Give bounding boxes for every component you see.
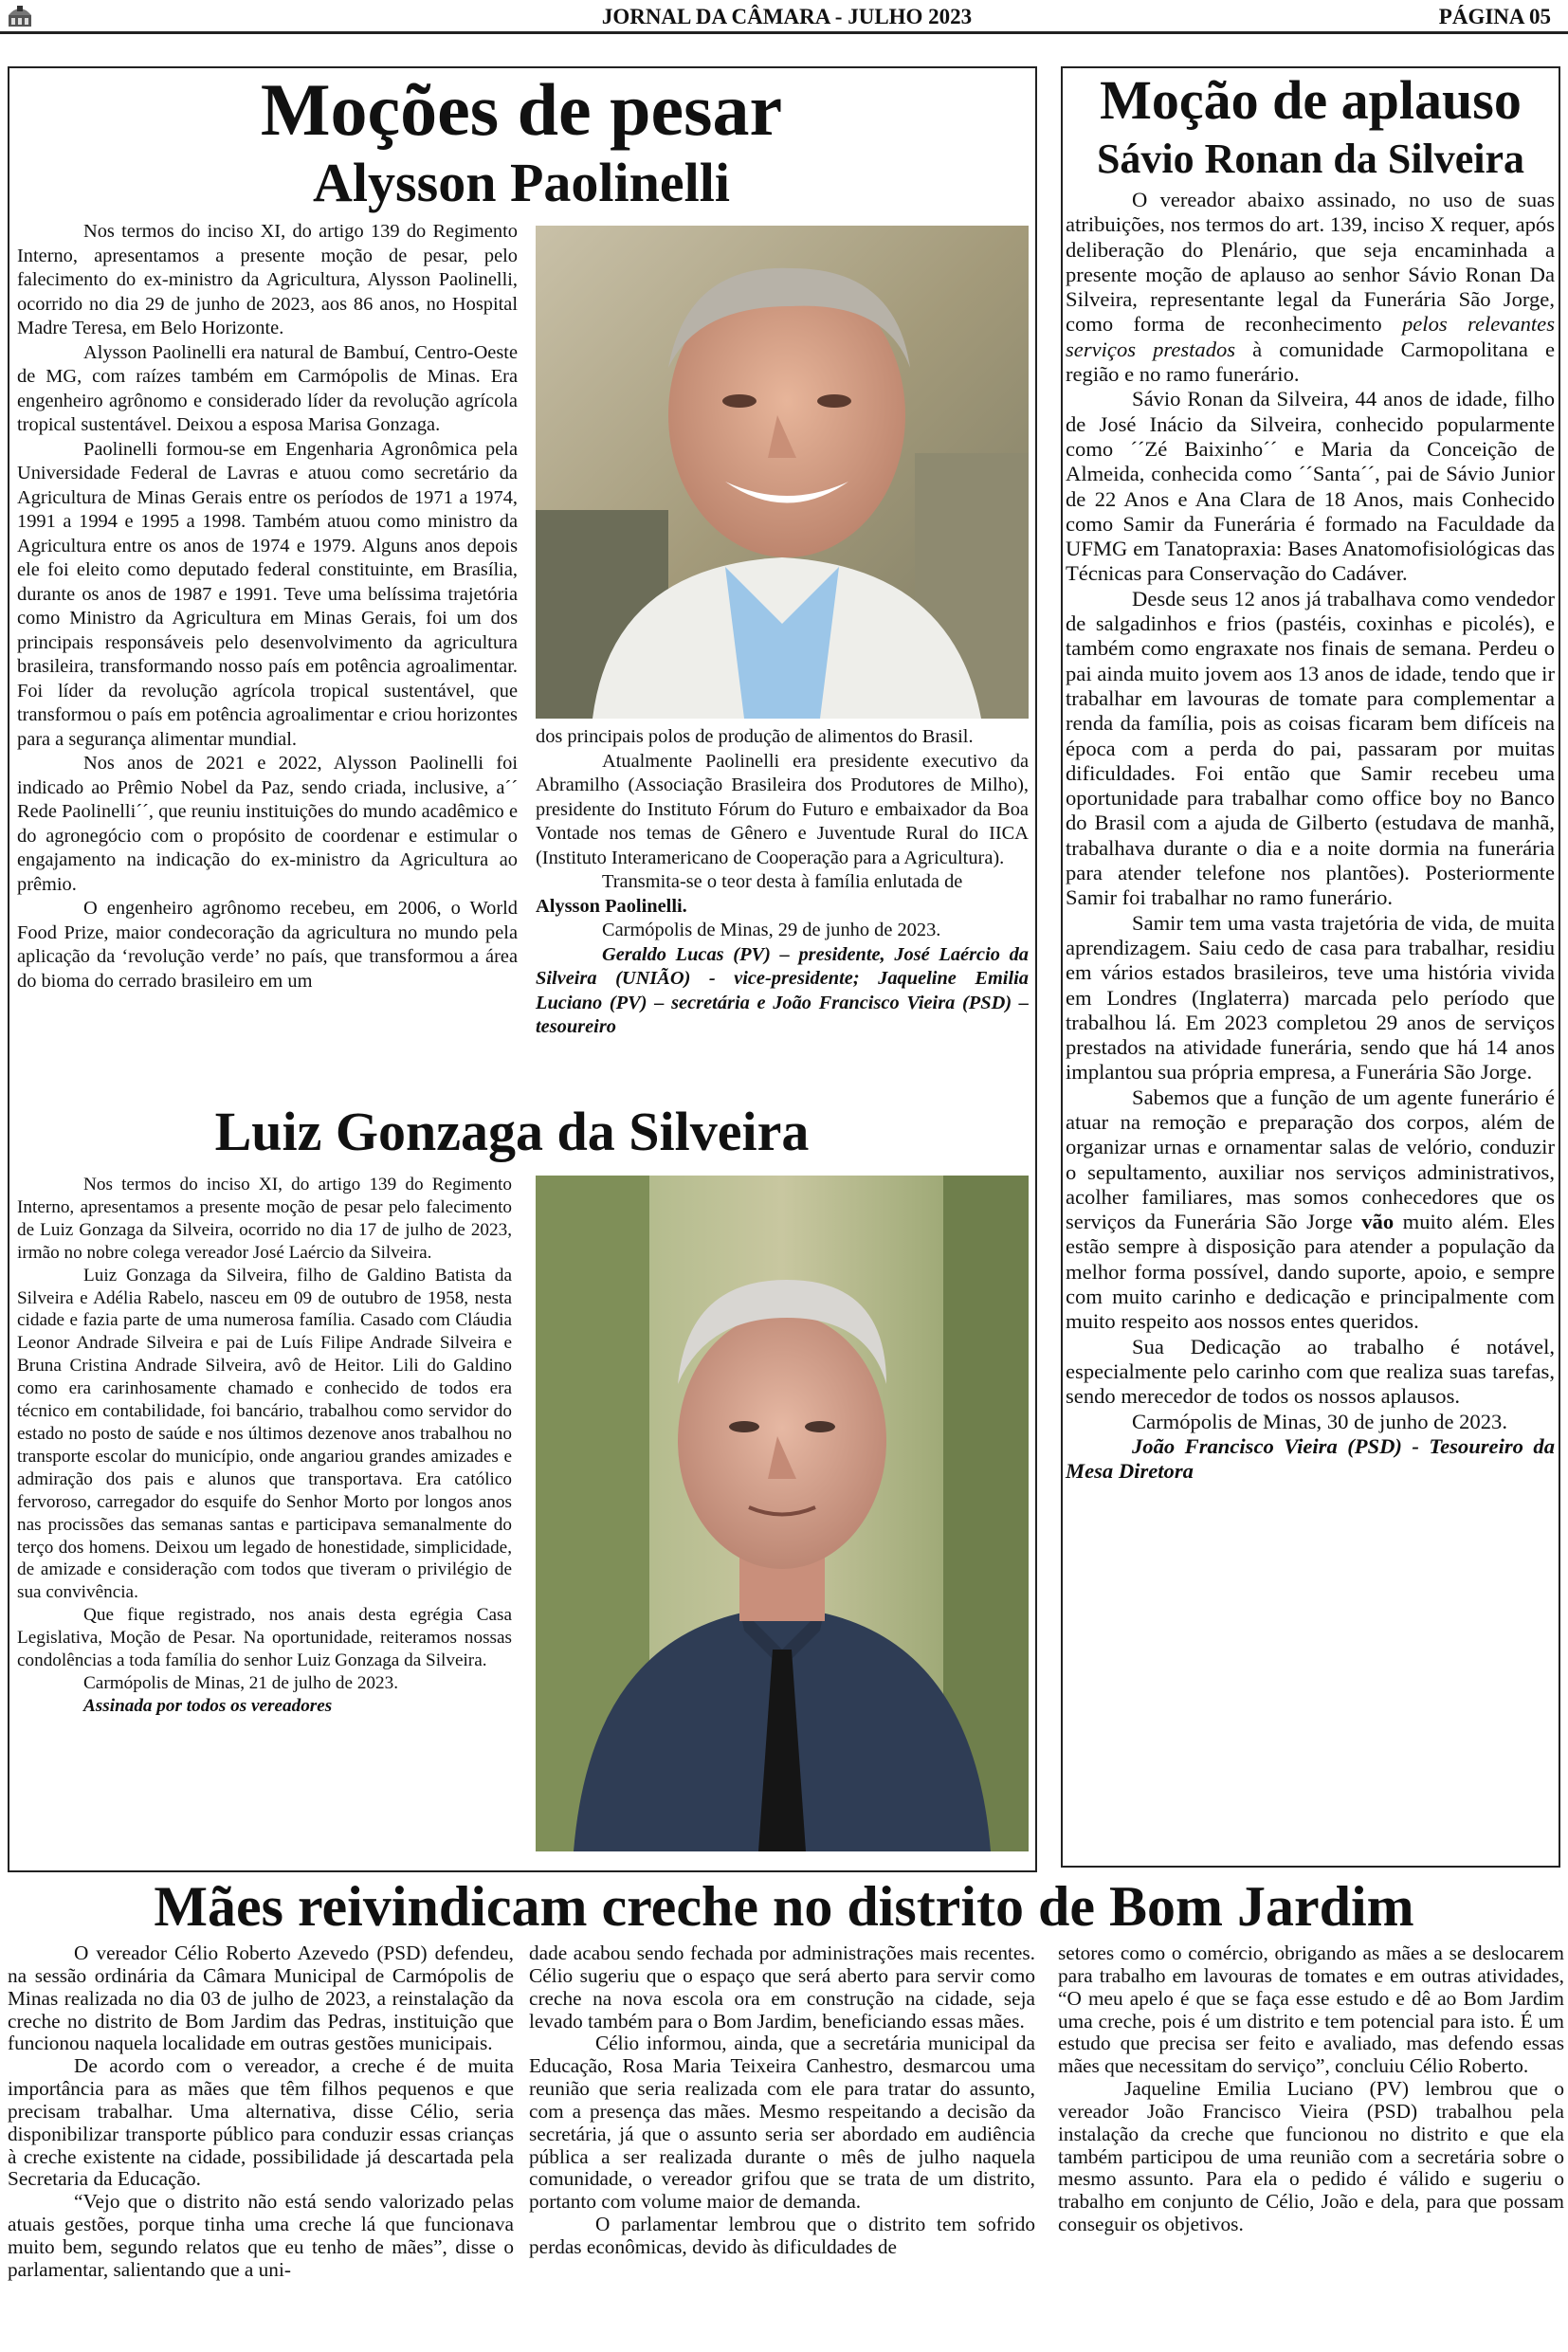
- portrait-photo-icon: [536, 1176, 1029, 1851]
- text-run: O vereador abaixo assinado, no uso de suas atribuições, nos termos do art. 139, inciso X requer, após deliberação do Plenário, que seja encaminhada a presente moção de aplauso ao senhor Sávio Ronan Da Silveira, representante legal da Funerária São Jorge, como forma de reconhecimento: [1066, 188, 1555, 337]
- signature: Assinada por todos os vereadores: [83, 1695, 333, 1716]
- paragraph: O engenheiro agrônomo recebeu, em 2006, o World Food Prize, maior condecoração da agricultura no mundo pela aplicação da ‘revolução verde’ no país, que transformou a área do bioma do cerrado brasileiro em um: [17, 898, 518, 992]
- transmit-name: Alysson Paolinelli.: [536, 895, 687, 917]
- paragraph-continuation: dade acabou sendo fechada por administrações mais recentes. Célio sugeriu que o espaço que será aberto para servir como creche na nova escola ora em construção na cidade, seja levado também para o Bom Jardim, beneficiando essas mães.: [529, 1942, 1035, 2033]
- paragraph: O vereador Célio Roberto Azevedo (PSD) defendeu, na sessão ordinária da Câmara Municipal de Carmópolis de Minas realizada no dia 03 de julho de 2023, a reinstalação da creche no distrito de Bom Jardim das Pedras, instituição que funcionou naquela localidade em outras gestões municipais.: [8, 1942, 514, 2055]
- paragraph: Alysson Paolinelli era natural de Bambuí, Centro-Oeste de MG, com raízes também em Carmópolis de Minas. Era engenheiro agrônomo e considerado líder da revolução agrícola tropical sustentável. Deixou a esposa Marisa Gonzaga.: [17, 341, 518, 435]
- alysson-subtitle: Alysson Paolinelli: [313, 152, 730, 213]
- paragraph: “Vejo que o distrito não está sendo valorizado pelas atuais gestões, porque tinha uma creche lá que funcionava muito bem, segundo relatos que eu tenho de mães”, disse o parlamentar, salientando que a uni-: [8, 2190, 514, 2281]
- signatures: Geraldo Lucas (PV) – presidente, José Laércio da Silveira (UNIÃO) - vice-presidente; Jaqueline Emilia Luciano (PV) – secretária e João Francisco Vieira (PSD) – tesoureiro: [536, 943, 1029, 1037]
- mocao-aplauso-title: Moção de aplauso: [1100, 69, 1522, 131]
- paragraph: Nos termos do inciso XI, do artigo 139 do Regimento Interno, apresentamos a presente moção de pesar pelo falecimento de Luiz Gonzaga da Silveira, ocorrido no dia 17 de julho de 2023, irmão no nobre colega vereador José Laércio da Silveira.: [17, 1175, 512, 1263]
- paragraph-continuation: setores como o comércio, obrigando as mães a se deslocarem para trabalho em lavouras de tomates e em outras atividades, “O meu apelo é que se faça esse estudo e dê ao Bom Jardim uma creche, pois é um distrito e tem potencial para isto. É um estudo que precisa ser feito e avaliado, mas defendo essas mães que necessitam do serviço”, concluiu Célio Roberto.: [1058, 1942, 1564, 2078]
- text-run: à comunidade Carmopolitana e região e no ramo funerário.: [1066, 337, 1556, 387]
- creche-headline: Mães reivindicam creche no distrito de Bom Jardim: [154, 1875, 1414, 1938]
- paragraph: Nos anos de 2021 e 2022, Alysson Paolinelli foi indicado ao Prêmio Nobel da Paz, sendo criada, inclusive, a´´ Rede Paolinelli´´, que reuniu instituições do mundo acadêmico e do agronegócio com o propósito de coordenar e estimular o engajamento na indicação do ex-ministro da Agricultura ao prêmio.: [17, 753, 518, 895]
- luiz-text-column: [17, 1174, 512, 1718]
- creche-column-2: [529, 1942, 1035, 2259]
- header-rule: [0, 31, 1568, 34]
- paragraph: Nos termos do inciso XI, do artigo 139 do Regimento Interno, apresentamos a presente moção de pesar, pelo falecimento do ex-ministro da Agricultura, Alysson Paolinelli, ocorrido no dia 29 de junho de 2023, aos 86 anos, no Hospital Madre Teresa, em Belo Horizonte.: [17, 221, 518, 338]
- paragraph-continuation: dos principais polos de produção de alimentos do Brasil.: [536, 726, 974, 747]
- mocao-aplauso-subtitle: Sávio Ronan da Silveira: [1096, 136, 1525, 182]
- paragraph: O parlamentar lembrou que o distrito tem sofrido perdas econômicas, devido às dificuldades de: [529, 2213, 1035, 2258]
- alysson-right-column: [536, 725, 1029, 1040]
- creche-column-1: [8, 1942, 514, 2282]
- creche-column-3: [1058, 1942, 1564, 2236]
- signature: João Francisco Vieira (PSD) - Tesoureiro da Mesa Diretora: [1066, 1433, 1555, 1484]
- text-run-bold: vão: [1361, 1210, 1395, 1234]
- newspaper-title: JORNAL DA CÂMARA - JULHO 2023: [601, 5, 973, 28]
- paragraph: Célio informou, ainda, que a secretária municipal da Educação, Rosa Maria Teixeira Canhestro, desmarcou uma reunião que seria realizada com ele para tratar do assunto, com a presença das mães. Mesmo respeitando a decisão da secretária, já que o assunto seria ser abordado em audiência pública a ser realizada durante o mês de julho naquela comunidade, o vereador grifou que se trata de um distrito, portanto com volume maior de demanda.: [529, 2032, 1035, 2214]
- paragraph: Samir tem uma vasta trajetória de vida, de muita aprendizagem. Saiu cedo de casa para trabalhar, residiu em vários estados brasileiros, teve uma história vivida em Londres (Inglaterra) marcada pelo período que trabalhou lá. Em 2023 completou 29 anos de serviços prestados na atividade funerária, sendo que há 14 anos implantou sua própria empresa, a Funerária São Jorge.: [1066, 910, 1555, 1085]
- masthead-logo: [6, 4, 34, 28]
- text-run: muito além. Eles estão sempre à disposição para atender a população da melhor forma possível, dando suporte, apoio, e sempre com muito carinho e dedicação e principalmente com muito respeito aos nossos entes queridos.: [1066, 1210, 1556, 1334]
- paragraph: Luiz Gonzaga da Silveira, filho de Galdino Batista da Silveira e Adélia Rabelo, nasceu em 09 de outubro de 1958, nesta cidade e fazia parte de uma numerosa família. Casado com Cláudia Leonor Andrade Silveira e pai de Luís Filipe Andrade Silveira e Bruna Cristina Andrade Silveira, avô de Heitor. Lili do Galdino como era carinhosamente chamado e conhecido de todos era técnico em contabilidade, foi bancário, trabalhou como servidor do estado no posto de saúde e nos últimos dezenove anos trabalhou no transporte escolar do município, onde angariou grandes amizades e admiração dos pais e alunos que transportava. Era católico fervoroso, carregador do esquife do Senhor Morto por longos anos nas procissões das semanas santas e participava semanalmente do terço dos homens. Deixou um legado de honestidade, simplicidade, de amizade e consideração com todos que tiveram o privilégio de sua convivência.: [17, 1265, 512, 1603]
- paragraph: Jaqueline Emilia Luciano (PV) lembrou que o vereador João Francisco Vieira (PSD) trabalhou pela instalação da creche que funcionou no distrito e que ela também participou de uma reunião com a secretária sobre o mesmo assunto. Para ela o pedido é válido e sugeriu o trabalho em conjunto de Célio, João e dela, para que possam conseguir os objetivos.: [1058, 2077, 1564, 2236]
- mocoes-pesar-title: Moções de pesar: [260, 68, 783, 151]
- paragraph: Desde seus 12 anos já trabalhava como vendedor de salgadinhos e frios (pastéis, coxinhas e picolés), e também como engraxate nos finais de semana. Perdeu o pai ainda muito jovem aos 13 anos de idade, tendo que ir trabalhar em lavouras de tomate para complementar a renda da família, pois as coisas ficaram bem difíceis na época com a perda do pai, passaram por muitas dificuldades. Foi então que Samir recebeu uma oportunidade para trabalhar como office boy no Banco do Brasil com a ajuda de Gilberto (estudava de manhã, trabalhava durante o dia e a noite dormia na funerária para atender telefone nos plantões). Posteriormente Samir foi trabalhar no ramo funerário.: [1066, 586, 1555, 910]
- paragraph: Sua Dedicação ao trabalho é notável, especialmente pelo carinho com que realiza suas tarefas, sendo merecedor de todos os nossos aplausos.: [1066, 1334, 1555, 1409]
- alysson-photo: [536, 226, 1029, 719]
- paragraph: De acordo com o vereador, a creche é de muita importância para as mães que têm filhos pequenos e que precisam trabalhar. Uma alternativa, disse Célio, seria disponibilizar transporte público para conduzir essas crianças à creche existente na cidade, possibilidade já descartada pela Secretaria da Educação.: [8, 2054, 514, 2191]
- date-line: Carmópolis de Minas, 21 de julho de 2023.: [83, 1672, 399, 1693]
- portrait-photo-icon: [536, 226, 1029, 719]
- luiz-subtitle: Luiz Gonzaga da Silveira: [214, 1101, 810, 1162]
- paragraph: Sávio Ronan da Silveira, 44 anos de idade, filho de José Inácio da Silveira, conhecido popularmente como ´´Zé Baixinho´´ e Maria da Conceição de Almeida, conhecida como ´´Santa´´, pai de Sávio Junior de 22 Anos e Ana Clara de 18 Anos, mais Conhecido como Samir da Funerária é formado na Faculdade da UFMG em Tanatopraxia: Bases Anatomofisiológicas das Técnicas para Conservação do Cadáver.: [1066, 387, 1555, 586]
- paragraph: [1066, 1085, 1555, 1335]
- coat-of-arms-icon: [6, 4, 34, 28]
- paragraph: Paolinelli formou-se em Engenharia Agronômica pela Universidade Federal de Lavras e atuou como secretário da Agricultura de Minas Gerais entre os períodos de 1971 a 1974, 1991 a 1994 e 1995 a 1998. Também atuou como ministro da Agricultura entre os anos de 1974 e 1979. Alguns anos depois ele foi eleito como deputado federal constituinte, em Brasília, durante os anos de 1987 e 1991. Teve uma belíssima trajetória como Ministro da Agricultura em Minas Gerais, foi um dos principais responsáveis pelo desenvolvimento da agricultura brasileira, transformando nosso país em potência agroalimentar. Foi líder da revolução agrícola tropical sustentável, que transformou o país em potência agroalimentar e criou horizontes para a segurança alimentar mundial.: [17, 438, 518, 750]
- date-line: Carmópolis de Minas, 29 de junho de 2023.: [602, 920, 941, 940]
- alysson-left-column: [17, 220, 518, 994]
- mocao-aplauso-text: [1066, 188, 1555, 1484]
- paragraph: Que fique registrado, nos anais desta egrégia Casa Legislativa, Moção de Pesar. Na oportunidade, reiteramos nossas condolências a toda família do senhor Luiz Gonzaga da Silveira.: [17, 1605, 512, 1671]
- transmit-line: Transmita-se o teor desta à família enlutada de: [602, 871, 963, 892]
- page-number: PÁGINA 05: [1438, 5, 1551, 28]
- date-line: Carmópolis de Minas, 30 de junho de 2023.: [1132, 1409, 1507, 1433]
- paragraph: [1066, 188, 1555, 387]
- text-run-italic: pelos relevantes serviços prestados: [1066, 312, 1555, 361]
- paragraph: Atualmente Paolinelli era presidente executivo da Abramilho (Associação Brasileira dos Produtores de Milho), presidente do Instituto Fórum do Futuro e embaixador da Boa Vontade nos temas de Gênero e Juventude Rural do IICA (Instituto Interamericano de Cooperação para a Agricultura).: [536, 750, 1029, 868]
- text-run: Sabemos que a função de um agente funerário é atuar na remoção e preparação dos corpos, além de organizar urnas e ornamentar salas de velório, conduzir o sepultamento, auxiliar nos serviços administrativos, acolher familiares, mas somos conhecedores que os serviços da Funerária São Jorge: [1066, 1085, 1555, 1234]
- luiz-photo: [536, 1176, 1029, 1851]
